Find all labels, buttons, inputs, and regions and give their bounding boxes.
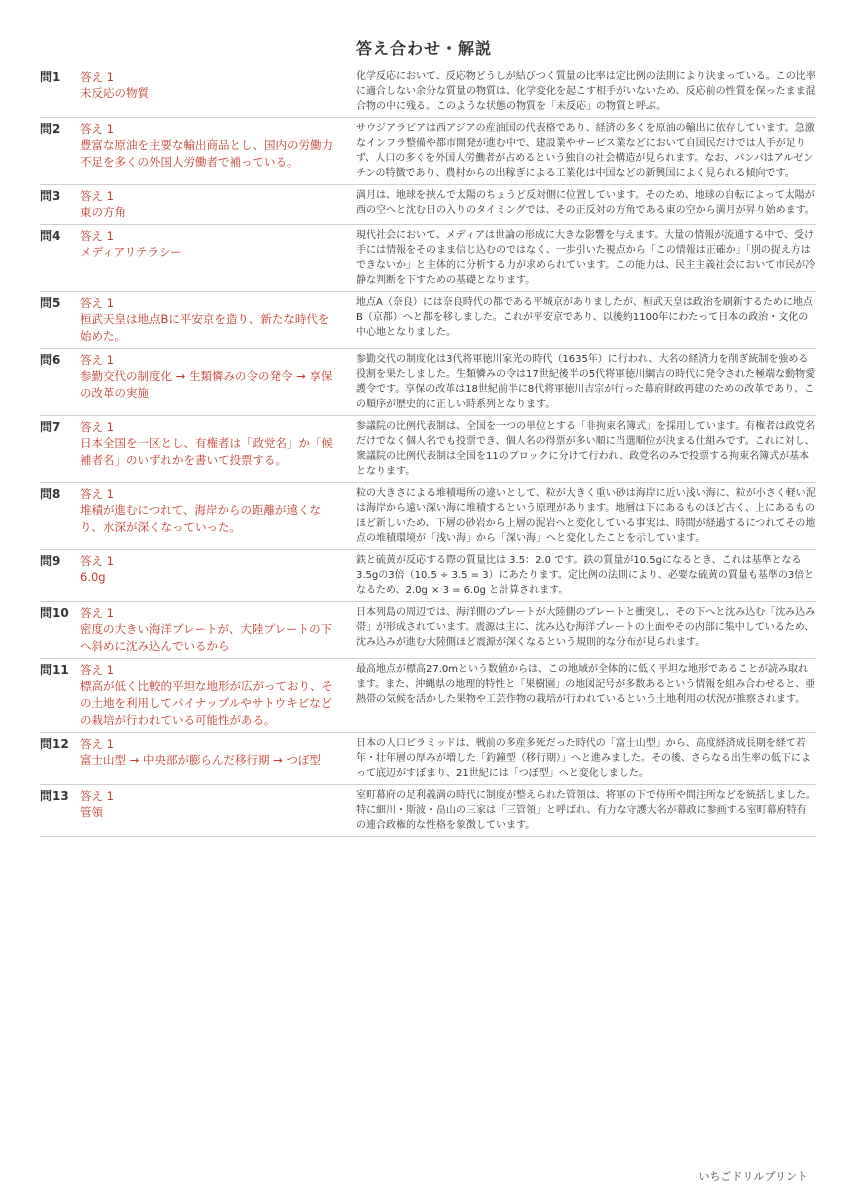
explanation-text: 日本列島の周辺では、海洋側のプレートが大陸側のプレートと衝突し、その下へと沈み込む「沈み込み帯」が形成されています。震源は主に、沈み込む海洋プレートの上面やその内部に集中しているため、沈み込みが進む大陸側ほど震源が深くなるという規則的な分布が見られます。 [356,607,816,648]
answer-label: 答え 1 [80,606,114,620]
answer-cell [80,659,348,733]
answer-cell [80,118,348,185]
question-row [40,185,816,225]
question-number: 問9 [40,554,61,568]
answer-text: 豊富な原油を主要な輸出商品とし、国内の労働力不足を多くの外国人労働者で補っている。 [80,138,333,169]
explanation-text: サウジアラビアは西アジアの産油国の代表格であり、経済の多くを原油の輸出に依存しています。急激なインフラ整備や都市開発が進む中で、建設業やサービス業などにおいて自国民だけでは人手が足りず、人口の多くを外国人労働者が占めるという独自の社会構造が見られます。なお、パンパはアルゼンチンの特徴であり、農村からの出稼ぎによる工業化は中国などの新興国によく見られる傾向です。 [356,123,815,179]
question-row [40,349,816,416]
answer-table [40,66,816,837]
answer-label: 答え 1 [80,789,114,803]
answer-label: 答え 1 [80,353,114,367]
answer-cell [80,185,348,225]
question-number: 問7 [40,420,61,434]
question-number: 問12 [40,737,69,751]
question-number: 問10 [40,606,69,620]
question-number: 問3 [40,189,61,203]
question-number: 問4 [40,229,61,243]
explanation-text: 鉄と硫黄が反応する際の質量比は 3.5：2.0 です。鉄の質量が10.5gになるとき、これは基準となる3.5gの3倍（10.5 ÷ 3.5 = 3）にあたります。定比例の法則により、必要な硫黄の質量も基準の3倍となるため、2.0g × 3 = 6.0g と計算されます。 [356,555,815,596]
answer-text: 東の方角 [80,205,126,219]
answer-text: 密度の大きい海洋プレートが、大陸プレートの下へ斜めに沈み込んでいるから [80,622,333,653]
answer-cell [80,225,348,292]
answer-label: 答え 1 [80,737,114,751]
answer-label: 答え 1 [80,554,114,568]
explanation-text: 化学反応において、反応物どうしが結びつく質量の比率は定比例の法則により決まっている。この比率に適合しない余分な質量の物質は、化学変化を起こす相手がいないため、反応前の性質を保ったまま混合物の中に残る。このような状態の物質を「未反応」の物質と呼ぶ。 [356,71,816,112]
answer-cell [80,550,348,602]
question-row [40,118,816,185]
answer-cell [80,483,348,550]
question-number: 問13 [40,789,69,803]
question-row [40,416,816,483]
explanation-text: 参勤交代の制度化は3代将軍徳川家光の時代（1635年）に行われ、大名の経済力を削ぎ統制を強める役割を果たしました。生類憐みの令は17世紀後半の5代将軍徳川綱吉の時代に発令された極端な動物愛護令です。享保の改革は18世紀前半に8代将軍徳川吉宗が行った幕府財政再建のための改革であり、この順序が歴史的に正しい時系列となります。 [356,354,816,410]
explanation-text: 現代社会において、メディアは世論の形成に大きな影響を与えます。大量の情報が流通する中で、受け手には情報をそのまま信じ込むのではなく、一歩引いた視点から「この情報は正確か」「別の捉え方はできないか」と主体的に分析する力が求められています。この能力は、民主主義社会において市民が冷静な判断を下すための基礎となります。 [356,230,816,286]
question-number: 問5 [40,296,61,310]
question-number: 問6 [40,353,61,367]
answer-text: 日本全国を一区とし、有権者は「政党名」か「候補者名」のいずれかを書いて投票する。 [80,436,333,467]
question-row [40,66,816,118]
answer-text: 桓武天皇は地点Bに平安京を造り、新たな時代を始めた。 [80,312,330,343]
question-row [40,483,816,550]
answer-text: メディアリテラシー [80,245,182,259]
answer-text: 管領 [80,805,103,819]
explanation-text: 地点A（奈良）には奈良時代の都である平城京がありましたが、桓武天皇は政治を刷新するために地点B（京都）へと都を移しました。これが平安京であり、以後約1100年にわたって日本の政治・文化の中心地となりました。 [356,297,813,338]
answer-label: 答え 1 [80,229,114,243]
answer-label: 答え 1 [80,420,114,434]
answer-cell [80,785,348,837]
question-row [40,550,816,602]
answer-cell [80,416,348,483]
footer-brand: いちごドリルプリント [698,1170,808,1183]
page-title: 答え合わせ・解説 [355,39,492,58]
answer-cell [80,349,348,416]
explanation-text: 参議院の比例代表制は、全国を一つの単位とする「非拘束名簿式」を採用しています。有権者は政党名だけでなく個人名でも投票でき、個人名の得票が多い順に当選順位が決まる仕組みです。これに対し、衆議院の比例代表制は全国を11のブロックに分けて行われ、政党名のみで投票する拘束名簿式が基本となります。 [356,421,816,477]
explanation-text: 満月は、地球を挟んで太陽のちょうど反対側に位置しています。そのため、地球の自転によって太陽が西の空へと沈む日の入りのタイミングでは、その正反対の方角である東の空から満月が昇り始めます。 [356,190,815,216]
question-number: 問11 [40,663,69,677]
answer-label: 答え 1 [80,189,114,203]
answer-text: 富士山型 → 中央部が膨らんだ移行期 → つぼ型 [80,753,321,767]
explanation-text: 粒の大きさによる堆積場所の違いとして、粒が大きく重い砂は海岸に近い浅い海に、粒が小さく軽い泥は海岸から遠い深い海に堆積するという原理があります。地層は下にあるものほど古く、上にあるものほど新しいため、下層の砂岩から上層の泥岩へと変化している事実は、時間が経過するにつれてその地点の堆積環境が「浅い海」から「深い海」へと変化したことを示しています。 [356,488,816,544]
answer-label: 答え 1 [80,122,114,136]
explanation-text: 室町幕府の足利義満の時代に制度が整えられた管領は、将軍の下で侍所や問注所などを統括しました。特に細川・斯波・畠山の三家は「三管領」と呼ばれ、有力な守護大名が幕政に参画する室町幕府特有の連合政権的な性格を象徴しています。 [356,790,816,831]
answer-cell [80,66,348,118]
explanation-text: 日本の人口ピラミッドは、戦前の多産多死だった時代の「富士山型」から、高度経済成長期を経て若年・壮年層の厚みが増した「釣鐘型（移行期）」へと進みました。その後、さらなる出生率の低下によって底辺がすぼまり、21世紀には「つぼ型」へと変化しました。 [356,738,811,779]
question-row [40,602,816,659]
answer-text: 参勤交代の制度化 → 生類憐みの令の発令 → 享保の改革の実施 [80,369,333,400]
answer-label: 答え 1 [80,487,114,501]
answer-label: 答え 1 [80,663,114,677]
question-row [40,659,816,733]
question-number: 問1 [40,70,61,84]
answer-cell [80,602,348,659]
answer-text: 未反応の物質 [80,86,149,100]
question-row [40,292,816,349]
answer-text: 6.0g [80,570,106,584]
answer-label: 答え 1 [80,296,114,310]
answer-label: 答え 1 [80,70,114,84]
question-row [40,225,816,292]
question-number: 問2 [40,122,61,136]
answer-text: 標高が低く比較的平坦な地形が広がっており、その土地を利用してパイナップルやサトウキビなどの栽培が行われている可能性がある。 [80,679,333,727]
answer-text: 堆積が進むにつれて、海岸からの距離が遠くなり、水深が深くなっていった。 [80,503,322,534]
question-row [40,785,816,837]
question-row [40,733,816,785]
answer-cell [80,292,348,349]
question-number: 問8 [40,487,61,501]
answer-cell [80,733,348,785]
explanation-text: 最高地点が標高27.0mという数値からは、この地域が全体的に低く平坦な地形であることが読み取れます。また、沖縄県の地理的特性と「果樹園」の地図記号が多数あるという情報を組み合わせると、亜熱帯の気候を活かした果物や工芸作物の栽培が行われているという土地利用の状況が推察されます。 [356,664,816,705]
